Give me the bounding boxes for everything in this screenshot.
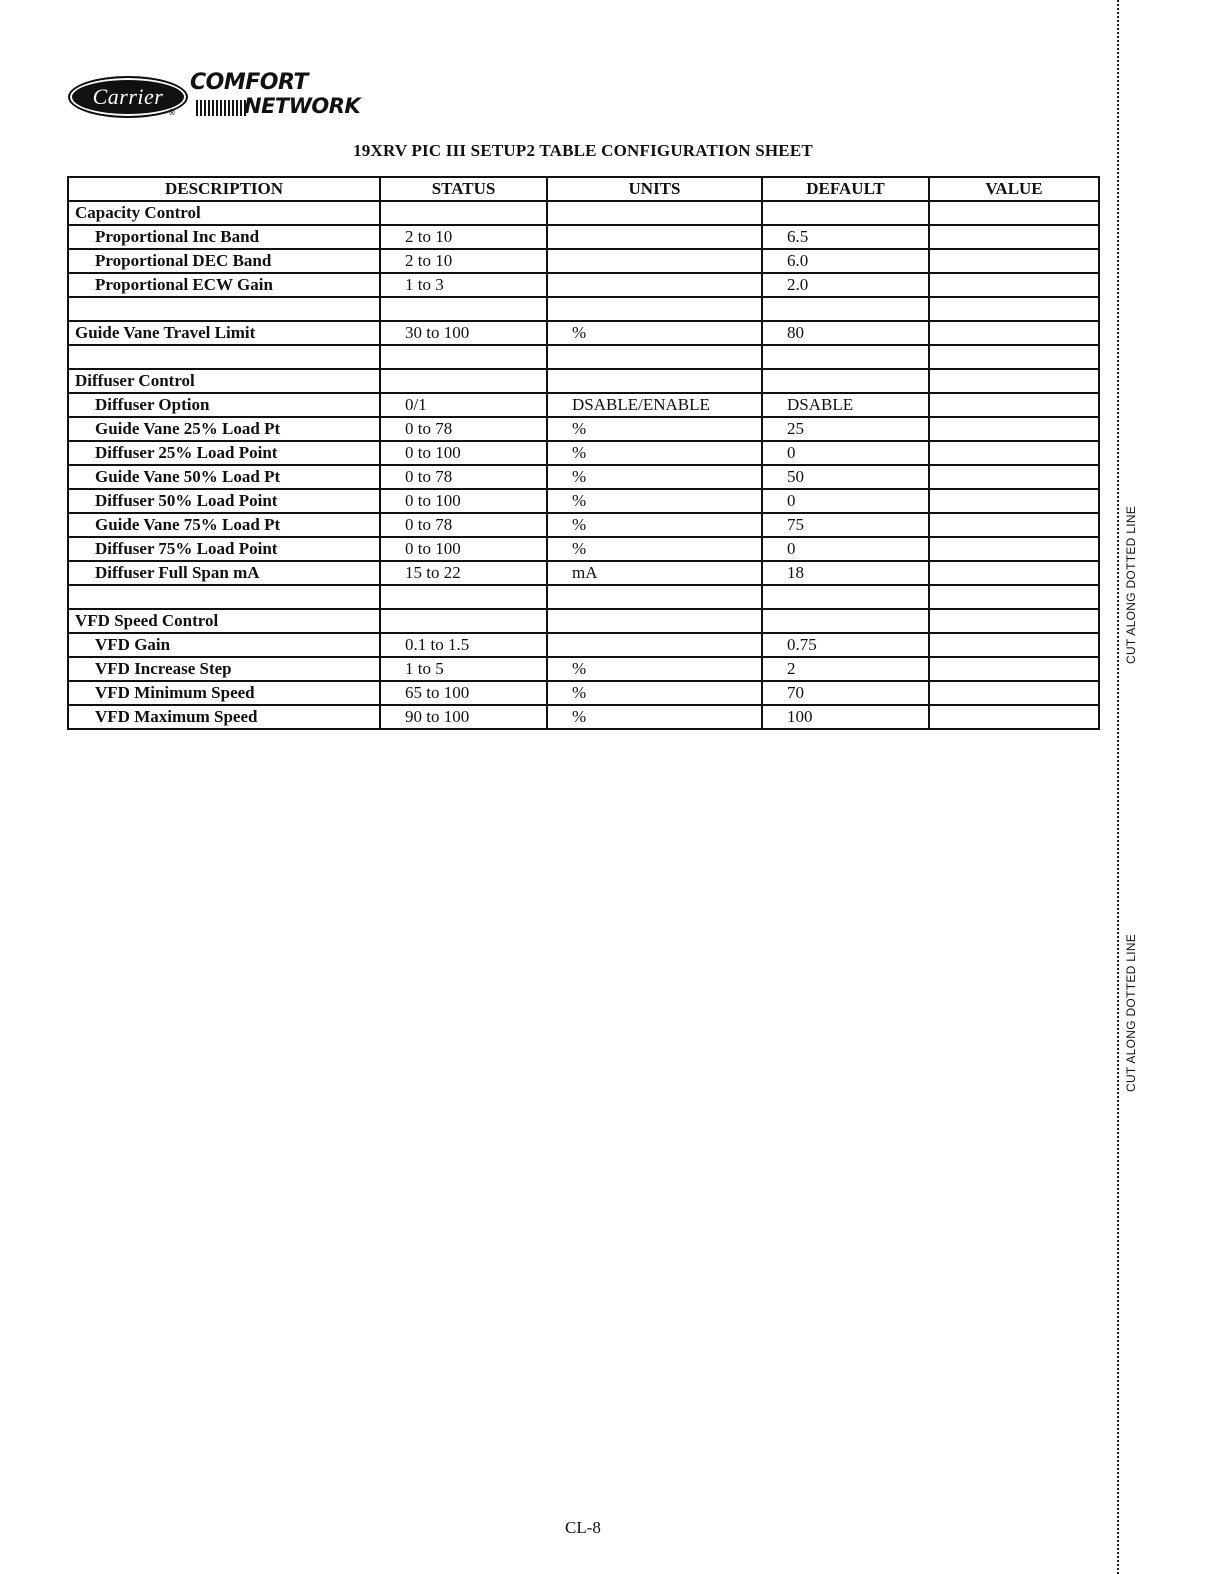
cell-units: % bbox=[547, 441, 762, 465]
page-number: CL-8 bbox=[565, 1518, 601, 1537]
cell-value[interactable] bbox=[929, 681, 1099, 705]
cell-default: 18 bbox=[762, 561, 929, 585]
cell-value[interactable] bbox=[929, 465, 1099, 489]
cell-description: Guide Vane 50% Load Pt bbox=[68, 465, 380, 489]
cell-description: Proportional DEC Band bbox=[68, 249, 380, 273]
cell-description bbox=[68, 297, 380, 321]
cell-default: 2 bbox=[762, 657, 929, 681]
cell-status: 90 to 100 bbox=[380, 705, 547, 729]
table-row bbox=[68, 537, 1099, 561]
cell-default: 0 bbox=[762, 489, 929, 513]
cell-default bbox=[762, 297, 929, 321]
cell-status: 0 to 78 bbox=[380, 513, 547, 537]
cell-default: 80 bbox=[762, 321, 929, 345]
table-row bbox=[68, 393, 1099, 417]
cell-description: Diffuser Full Span mA bbox=[68, 561, 380, 585]
cell-units: % bbox=[547, 465, 762, 489]
table-row bbox=[68, 201, 1099, 225]
cell-status bbox=[380, 345, 547, 369]
cell-description: Diffuser Control bbox=[68, 369, 380, 393]
logo-network-word: NETWORK bbox=[244, 94, 361, 118]
table-row bbox=[68, 657, 1099, 681]
cell-units bbox=[547, 345, 762, 369]
cell-units bbox=[547, 297, 762, 321]
logo-network-text bbox=[244, 94, 360, 118]
cell-description: Proportional ECW Gain bbox=[68, 273, 380, 297]
cell-value[interactable] bbox=[929, 321, 1099, 345]
cell-default bbox=[762, 609, 929, 633]
cell-value[interactable] bbox=[929, 225, 1099, 249]
cell-status bbox=[380, 609, 547, 633]
table-row bbox=[68, 273, 1099, 297]
sheet-title: 19XRV PIC III SETUP2 TABLE CONFIGURATION SHEET bbox=[353, 141, 813, 160]
cut-dotted-line bbox=[1117, 0, 1119, 1574]
table-row bbox=[68, 321, 1099, 345]
cell-default: 0 bbox=[762, 441, 929, 465]
cell-units: % bbox=[547, 489, 762, 513]
cell-units bbox=[547, 225, 762, 249]
cell-value[interactable] bbox=[929, 273, 1099, 297]
cell-description: Diffuser 25% Load Point bbox=[68, 441, 380, 465]
carrier-comfort-network-logo bbox=[68, 70, 368, 124]
cell-default: 6.0 bbox=[762, 249, 929, 273]
cell-status bbox=[380, 297, 547, 321]
cell-description bbox=[68, 585, 380, 609]
cell-default: 0.75 bbox=[762, 633, 929, 657]
cell-description: VFD Gain bbox=[68, 633, 380, 657]
header-description: DESCRIPTION bbox=[68, 177, 380, 201]
table-row bbox=[68, 369, 1099, 393]
cell-value[interactable] bbox=[929, 369, 1099, 393]
cell-default bbox=[762, 585, 929, 609]
cell-default bbox=[762, 201, 929, 225]
cell-value[interactable] bbox=[929, 417, 1099, 441]
table-row bbox=[68, 705, 1099, 729]
cell-value[interactable] bbox=[929, 345, 1099, 369]
cell-status: 15 to 22 bbox=[380, 561, 547, 585]
cell-default: DSABLE bbox=[762, 393, 929, 417]
cell-description: VFD Maximum Speed bbox=[68, 705, 380, 729]
cell-value[interactable] bbox=[929, 705, 1099, 729]
table-row bbox=[68, 465, 1099, 489]
cell-default bbox=[762, 345, 929, 369]
cell-status: 0 to 100 bbox=[380, 489, 547, 513]
cell-description: VFD Increase Step bbox=[68, 657, 380, 681]
table-row bbox=[68, 297, 1099, 321]
cell-status: 1 to 5 bbox=[380, 657, 547, 681]
cell-units bbox=[547, 249, 762, 273]
cell-description: Guide Vane 25% Load Pt bbox=[68, 417, 380, 441]
cell-units: % bbox=[547, 513, 762, 537]
cell-description: VFD Speed Control bbox=[68, 609, 380, 633]
cell-units: % bbox=[547, 705, 762, 729]
carrier-logo-oval: Carrier bbox=[68, 76, 188, 118]
cell-value[interactable] bbox=[929, 297, 1099, 321]
table-row bbox=[68, 585, 1099, 609]
cell-units: % bbox=[547, 417, 762, 441]
cell-default: 50 bbox=[762, 465, 929, 489]
cell-description: Diffuser 75% Load Point bbox=[68, 537, 380, 561]
table-row bbox=[68, 249, 1099, 273]
table-row bbox=[68, 561, 1099, 585]
cell-value[interactable] bbox=[929, 537, 1099, 561]
header-units: UNITS bbox=[547, 177, 762, 201]
cell-description: Diffuser 50% Load Point bbox=[68, 489, 380, 513]
cell-default: 25 bbox=[762, 417, 929, 441]
cell-value[interactable] bbox=[929, 561, 1099, 585]
table-row bbox=[68, 489, 1099, 513]
cell-status: 0 to 78 bbox=[380, 417, 547, 441]
header-value: VALUE bbox=[929, 177, 1099, 201]
cell-units bbox=[547, 633, 762, 657]
cell-value[interactable] bbox=[929, 633, 1099, 657]
cell-value[interactable] bbox=[929, 513, 1099, 537]
cell-default: 6.5 bbox=[762, 225, 929, 249]
cell-value[interactable] bbox=[929, 657, 1099, 681]
cell-units: mA bbox=[547, 561, 762, 585]
cell-value[interactable] bbox=[929, 201, 1099, 225]
cell-description: Capacity Control bbox=[68, 201, 380, 225]
cell-units: % bbox=[547, 657, 762, 681]
cell-units: % bbox=[547, 681, 762, 705]
table-row bbox=[68, 345, 1099, 369]
cell-default: 75 bbox=[762, 513, 929, 537]
cell-status: 0.1 to 1.5 bbox=[380, 633, 547, 657]
cell-status: 0/1 bbox=[380, 393, 547, 417]
cell-description: Diffuser Option bbox=[68, 393, 380, 417]
table-row bbox=[68, 417, 1099, 441]
table-header-row bbox=[68, 177, 1099, 201]
cell-status bbox=[380, 585, 547, 609]
cell-status: 65 to 100 bbox=[380, 681, 547, 705]
cell-default: 70 bbox=[762, 681, 929, 705]
table-row bbox=[68, 681, 1099, 705]
cell-status: 2 to 10 bbox=[380, 225, 547, 249]
cell-default bbox=[762, 369, 929, 393]
header-default: DEFAULT bbox=[762, 177, 929, 201]
cell-status bbox=[380, 369, 547, 393]
registered-mark-icon: ® bbox=[168, 108, 176, 117]
cell-description bbox=[68, 345, 380, 369]
cell-units bbox=[547, 609, 762, 633]
configuration-table bbox=[67, 176, 1100, 730]
table-row bbox=[68, 609, 1099, 633]
cell-description: Proportional Inc Band bbox=[68, 225, 380, 249]
cell-description: Guide Vane Travel Limit bbox=[68, 321, 380, 345]
table-row bbox=[68, 441, 1099, 465]
cell-status: 30 to 100 bbox=[380, 321, 547, 345]
table-row bbox=[68, 225, 1099, 249]
cell-units bbox=[547, 273, 762, 297]
cell-default: 0 bbox=[762, 537, 929, 561]
cell-description: Guide Vane 75% Load Pt bbox=[68, 513, 380, 537]
cut-label-lower: CUT ALONG DOTTED LINE bbox=[1124, 933, 1138, 1092]
table-body bbox=[68, 201, 1099, 729]
cell-status: 0 to 78 bbox=[380, 465, 547, 489]
header-status: STATUS bbox=[380, 177, 547, 201]
cut-label-upper: CUT ALONG DOTTED LINE bbox=[1124, 505, 1138, 664]
cell-units bbox=[547, 201, 762, 225]
cell-value[interactable] bbox=[929, 489, 1099, 513]
cell-value[interactable] bbox=[929, 441, 1099, 465]
cell-units: % bbox=[547, 321, 762, 345]
cell-status: 2 to 10 bbox=[380, 249, 547, 273]
cell-status bbox=[380, 201, 547, 225]
table-row bbox=[68, 513, 1099, 537]
cell-units bbox=[547, 585, 762, 609]
cell-value[interactable] bbox=[929, 393, 1099, 417]
cell-status: 0 to 100 bbox=[380, 441, 547, 465]
cell-default: 100 bbox=[762, 705, 929, 729]
cell-units: % bbox=[547, 537, 762, 561]
cell-value[interactable] bbox=[929, 249, 1099, 273]
table-row bbox=[68, 633, 1099, 657]
cell-value[interactable] bbox=[929, 609, 1099, 633]
cell-value[interactable] bbox=[929, 585, 1099, 609]
logo-comfort-text: COMFORT bbox=[190, 70, 308, 95]
cell-units bbox=[547, 369, 762, 393]
cell-status: 1 to 3 bbox=[380, 273, 547, 297]
cell-status: 0 to 100 bbox=[380, 537, 547, 561]
cell-default: 2.0 bbox=[762, 273, 929, 297]
logo-network-bar bbox=[196, 100, 248, 116]
cell-description: VFD Minimum Speed bbox=[68, 681, 380, 705]
cell-units: DSABLE/ENABLE bbox=[547, 393, 762, 417]
